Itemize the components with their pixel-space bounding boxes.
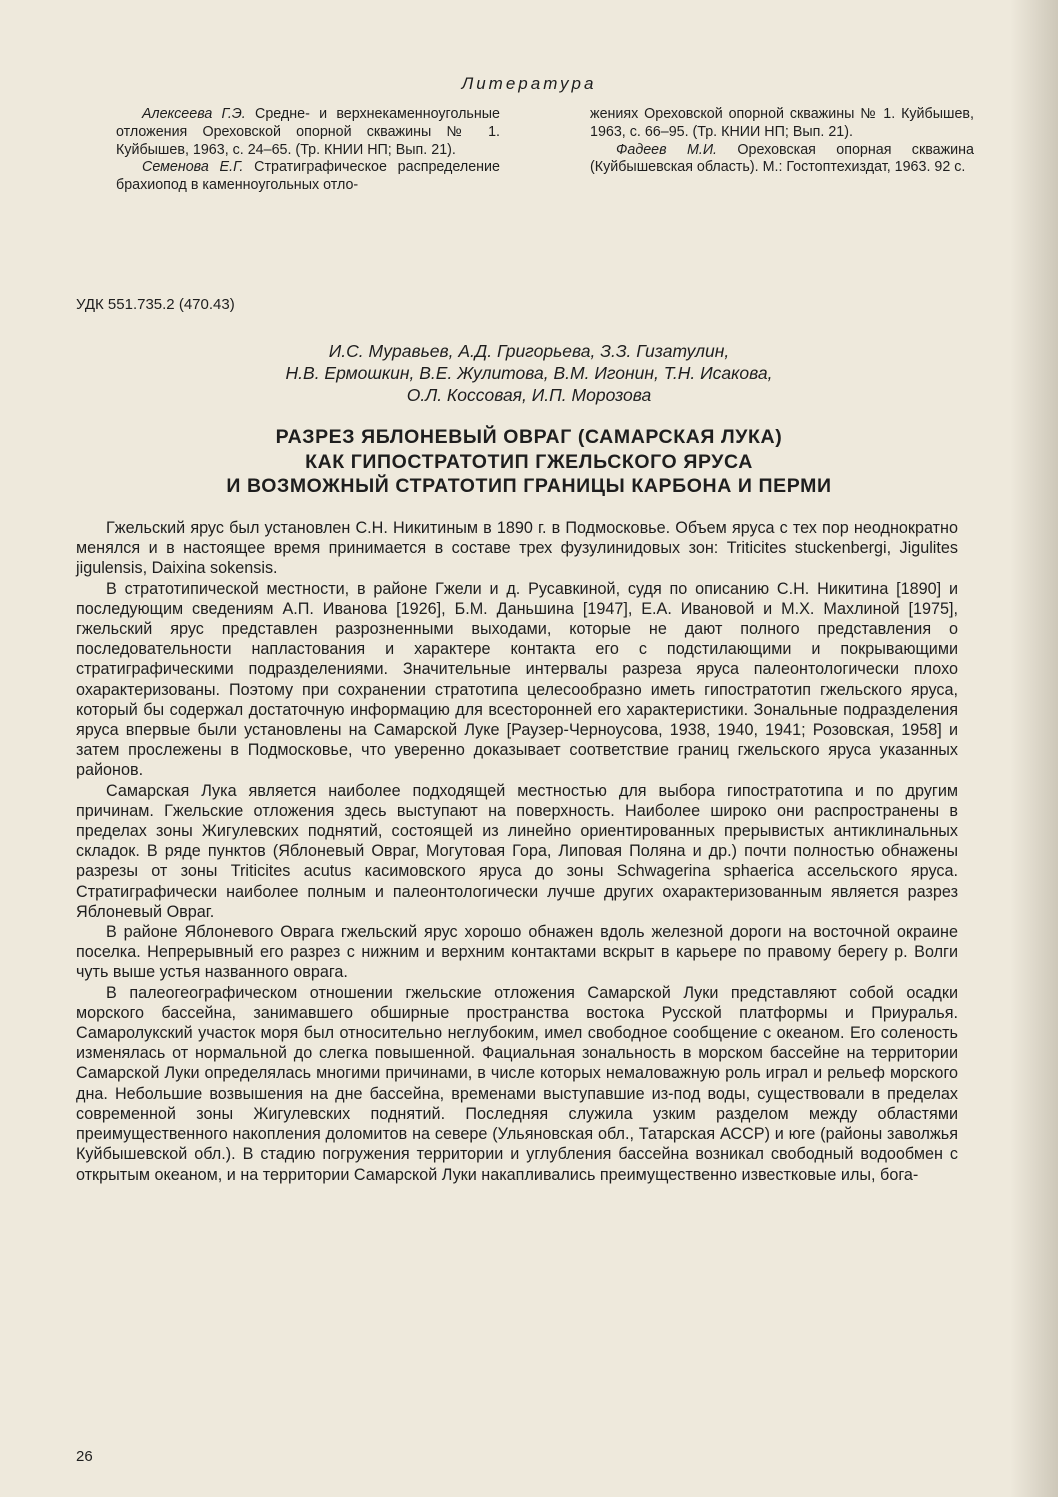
body-paragraph: Гжельский ярус был установлен С.Н. Никитиным в 1890 г. в Подмосковье. Объем яруса с тех пор неоднократно менялся и в настоящее время принимается в составе трех фузулинидовых зон: Triticites stuckenbergi, Jigulites jigulensis, Daixina sokensis. — [76, 519, 958, 578]
references-list — [116, 106, 974, 195]
article-body — [76, 518, 958, 1185]
reference-text: Стратиграфическое распределение брахиопод в каменноугольных отло- — [116, 159, 500, 194]
reference-author: Фадеев М.И. — [616, 141, 718, 158]
authors-line: О.Л. Коссовая, И.П. Морозова — [406, 385, 652, 405]
title-line: И ВОЗМОЖНЫЙ СТРАТОТИП ГРАНИЦЫ КАРБОНА И ПЕРМИ — [226, 475, 832, 497]
references-heading: Литература — [461, 74, 597, 93]
article-authors — [0, 340, 1058, 406]
page-number: 26 — [76, 1448, 93, 1465]
references-right-column — [590, 106, 974, 195]
reference-author: Семенова Е.Г. — [142, 159, 244, 176]
authors-line: И.С. Муравьев, А.Д. Григорьева, З.З. Гизатулин, — [328, 341, 730, 361]
title-line: КАК ГИПОСТРАТОТИП ГЖЕЛЬСКОГО ЯРУСА — [305, 450, 753, 473]
authors-line: Н.В. Ермошкин, В.Е. Жулитова, В.М. Игонин, Т.Н. Исакова, — [285, 363, 773, 383]
reference-entry — [116, 106, 500, 159]
title-line: РАЗРЕЗ ЯБЛОНЕВЫЙ ОВРАГ (САМАРСКАЯ ЛУКА) — [275, 426, 783, 448]
page-edge-shadow — [1010, 0, 1058, 1497]
reference-text: жениях Ореховской опорной скважины № 1. Куйбышев, 1963, с. 66–95. (Тр. КНИИ НП; Вып. 21). — [590, 106, 974, 140]
udk-code: УДК 551.735.2 (470.43) — [76, 296, 235, 313]
body-paragraph: Самарская Лука является наиболее подходящей местностью для выбора гипостратотипа и по другим причинам. Гжельские отложения здесь выступают на поверхность. Наиболее широко они распространены в пределах зоны Жигулевских поднятий, состоящей из линейно ориентированных прерывистых антиклинальных складок. В ряде пунктов (Яблоневый Овраг, Могутовая Гора, Липовая Поляна и др.) почти полностью обнажены разрезы от зоны Triticites acutus касимовского яруса до зоны Schwagerina sphaerica ассельского яруса. Стратиграфически наиболее полным и палеонтологически лучше других охарактеризованным является разрез Яблоневый Овраг. — [76, 781, 958, 921]
article-title — [0, 425, 1058, 499]
body-paragraph: В стратотипической местности, в районе Гжели и д. Русавкиной, судя по описанию С.Н. Никитина [1890] и последующим сведениям А.П. Иванова [1926], Б.М. Даньшина [1947], Е.А. Ивановой и М.Х. Махлиной [1975], гжельский ярус представлен разрозненными выходами, которые не дают полного представления о последовательности напластования и характере контакта его с подстилающими и покрывающими стратиграфическими подразделениями. Значительные интервалы разреза яруса палеонтологически плохо охарактеризованы. Поэтому при сохранении стратотипа целесообразно иметь гипостратотип гжельского яруса, который бы содержал достаточную информацию для всесторонней его характеристики. Зональные подразделения яруса впервые были установлены на Самарской Луке [Раузер-Черноусова, 1938, 1940, 1941; Розовская, 1958] и затем прослежены в Подмосковье, что уверенно доказывает соответствие границ гжельского яруса указанных районов. — [76, 579, 958, 780]
body-paragraph: В районе Яблоневого Оврага гжельский ярус хорошо обнажен вдоль железной дороги на восточной окраине поселка. Непрерывный его разрез с нижним и верхним контактами вскрыт в карьере по правому берегу р. Волги чуть выше устья названного оврага. — [76, 923, 958, 982]
reference-text: Ореховская опорная скважина (Куйбышевская область). М.: Гостоптехиздат, 1963. 92 с. — [590, 141, 974, 176]
body-paragraph: В палеогеографическом отношении гжельские отложения Самарской Луки представляют собой осадки морского бассейна, занимавшего обширные пространства востока Русской платформы и Приуралья. Самаролукский участок моря был относительно неглубоким, имел свободное сообщение с океаном. Его соленость изменялась от нормальной до слегка повышенной. Фациальная зональность в морском бассейне на территории Самарской Луки определялась многими причинами, в числе которых немаловажную роль играл и рельеф морского дна. Небольшие возвышения на дне бассейна, временами выступавшие из-под воды, существовали в пределах современной зоны Жигулевских поднятий. Последняя служила узким разделом между областями преимущественного накопления доломитов на севере (Ульяновская обл., Татарская АССР) и юге (районы заволжья Куйбышевской обл.). В стадию погружения территории и углубления бассейна возникал свободный водообмен с открытым океаном, и на территории Самарской Луки накапливались преимущественно известковые илы, бога- — [76, 983, 958, 1184]
reference-author: Алексеева Г.Э. — [142, 106, 246, 122]
reference-text: Средне- и верхнекаменноугольные отложения Ореховской опорной скважины № 1. Куйбышев, 1963, с. 24–65. (Тр. КНИИ НП; Вып. 21). — [116, 106, 500, 158]
reference-entry — [116, 159, 500, 195]
reference-entry — [590, 142, 974, 178]
references-left-column — [116, 106, 500, 195]
reference-entry — [590, 106, 974, 142]
